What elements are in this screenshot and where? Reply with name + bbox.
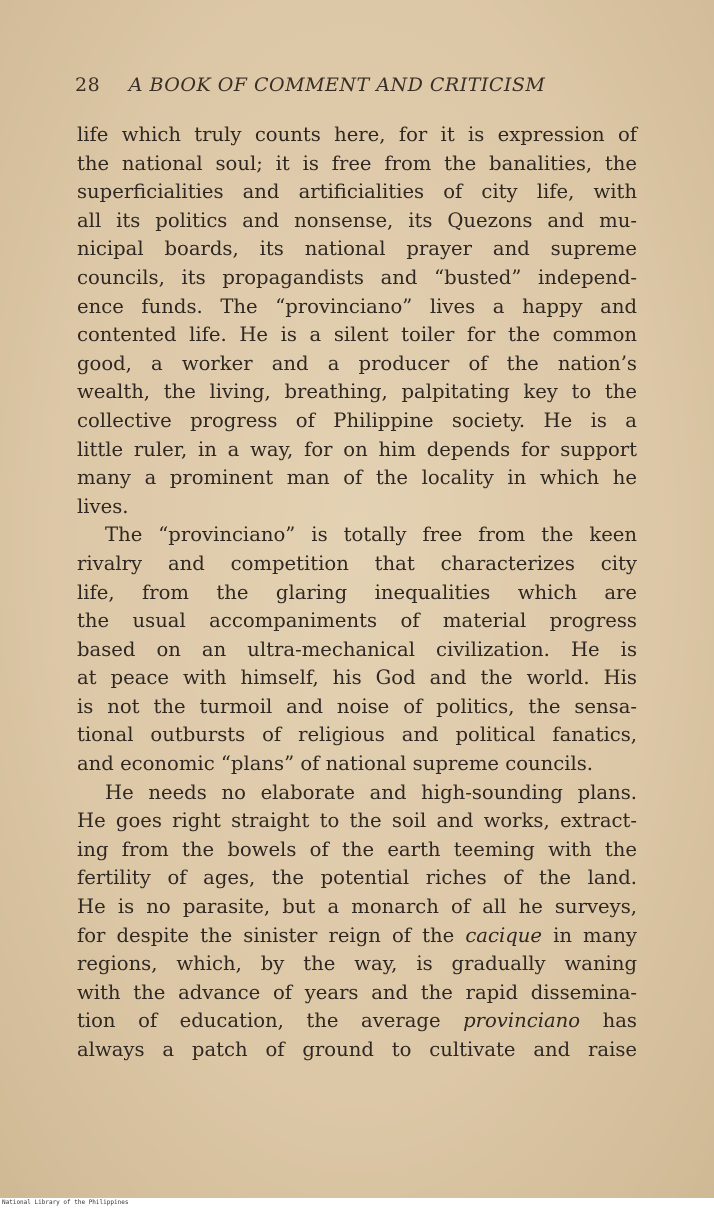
text-line: little ruler, in a way, for on him depends for support (77, 437, 637, 461)
running-header (75, 74, 635, 96)
text-line: ing from the bowels of the earth teeming with the (77, 837, 637, 861)
text-line: always a patch of ground to cultivate and raise (77, 1038, 637, 1061)
text-line: superficialities and artificialities of city life, with (77, 180, 637, 204)
text-line: He needs no elaborate and high-sounding plans. (105, 780, 637, 804)
text-line: at peace with himself, his God and the world. His (77, 666, 637, 690)
text-line: regions, which, by the way, is gradually waning (77, 952, 637, 976)
running-title: A BOOK OF COMMENT AND CRITICISM (128, 74, 546, 96)
text-line: tion of education, the average provinciano has (77, 1009, 637, 1033)
text-line: the national soul; it is free from the banalities, the (77, 151, 637, 175)
text-line: good, a worker and a producer of the nation’s (77, 351, 637, 375)
page-number: 28 (75, 74, 101, 96)
text-line: for despite the sinister reign of the cacique in many (77, 923, 638, 947)
text-line: ence funds. The “provinciano” lives a happy and (77, 294, 637, 318)
text-line: rivalry and competition that characterizes city (77, 551, 637, 575)
text-line: many a prominent man of the locality in which he (77, 466, 637, 490)
text-line: all its politics and nonsense, its Quezons and mu- (77, 208, 637, 232)
text-line: contented life. He is a silent toiler for the common (77, 323, 637, 347)
text-line: nicipal boards, its national prayer and supreme (77, 237, 637, 261)
text-line: He is no parasite, but a monarch of all he surveys, (77, 895, 637, 919)
library-footer: National Library of the Philippines (0, 1198, 714, 1208)
text-line: the usual accompaniments of material progress (77, 609, 637, 633)
text-line: The “provinciano” is totally free from the keen (105, 523, 637, 547)
text-line: lives. (77, 494, 129, 518)
text-line: life which truly counts here, for it is expression of (77, 123, 637, 146)
text-line: based on an ultra-mechanical civilization. He is (77, 637, 637, 661)
text-line: collective progress of Philippine society. He is a (77, 408, 637, 432)
text-line: tional outbursts of religious and political fanatics, (77, 723, 637, 747)
text-line: life, from the glaring inequalities which are (77, 580, 637, 604)
text-line: councils, its propagandists and “busted” independ- (77, 265, 637, 289)
text-line: with the advance of years and the rapid dissemina- (77, 980, 637, 1004)
text-line: He goes right straight to the soil and works, extract- (77, 809, 637, 833)
text-line: is not the turmoil and noise of politics, the sensa- (77, 694, 637, 718)
text-line: fertility of ages, the potential riches of the land. (77, 866, 637, 890)
text-line: wealth, the living, breathing, palpitating key to the (77, 380, 637, 404)
body-text (77, 121, 637, 1065)
text-line: and economic “plans” of national supreme councils. (77, 752, 594, 776)
